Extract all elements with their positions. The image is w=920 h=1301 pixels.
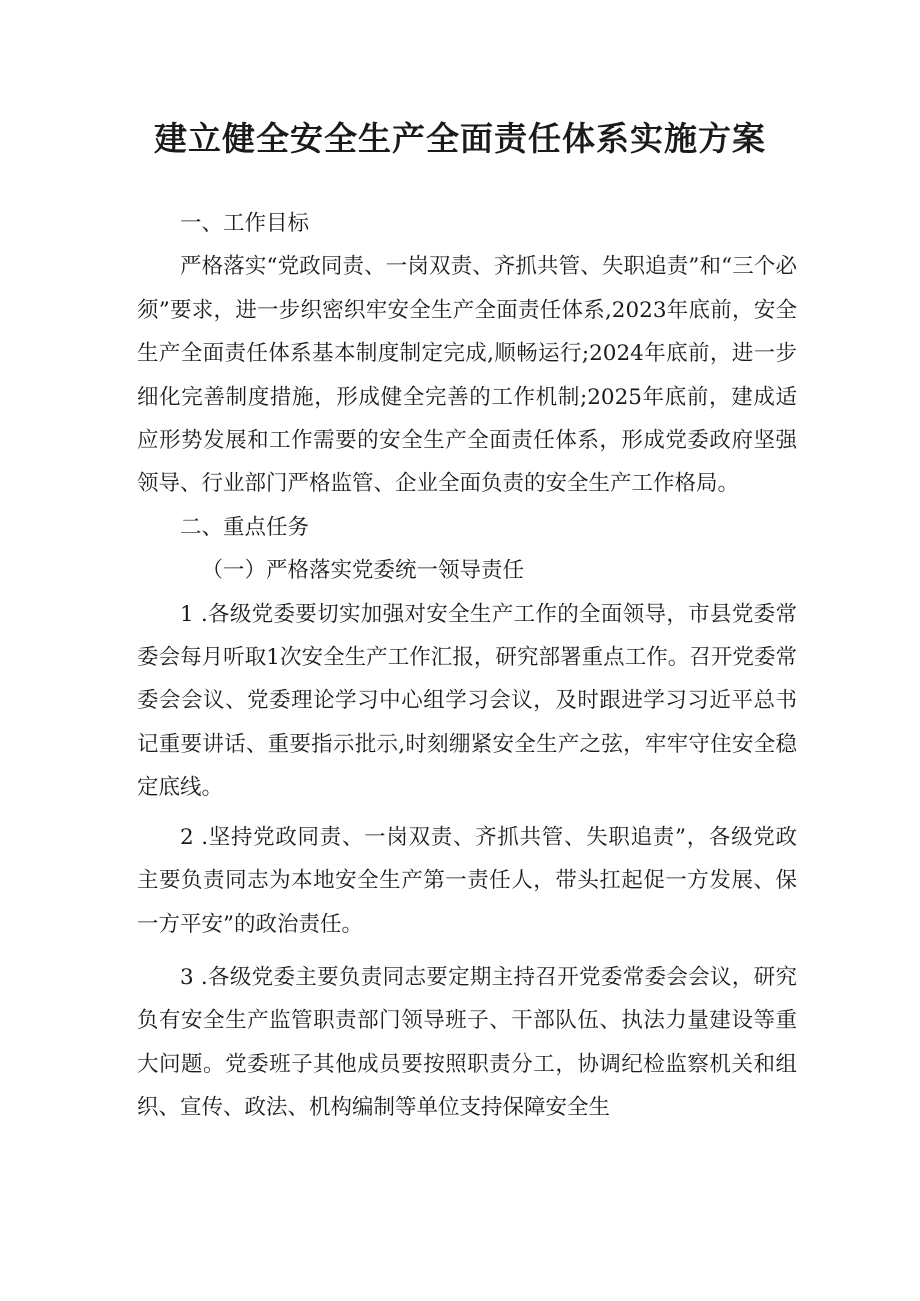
document-body: [137, 202, 797, 1130]
body-paragraph: 1 .各级党委要切实加强对安全生产工作的全面领导，市县党委常委会每月听取1次安全生产工作汇报，研究部署重点工作。召开党委常委会会议、党委理论学习中心组学习会议，及时跟进学习习近平总书记重要讲话、重要指示批示,时刻绷紧安全生产之弦，牢牢守住安全稳定底线。: [137, 601, 797, 801]
body-paragraph: 2 .坚持党政同责、一岗双责、齐抓共管、失职追责”，各级党政主要负责同志为本地安全生产第一责任人，带头扛起促一方发展、保一方平安”的政治责任。: [137, 824, 797, 937]
body-paragraph: 严格落实“党政同责、一岗双责、齐抓共管、失职追责”和“三个必须”要求，进一步织密织牢安全生产全面责任体系,2023年底前，安全生产全面责任体系基本制度制定完成,顺畅运行;2024年底前，进一步细化完善制度措施，形成健全完善的工作机制;2025年底前，建成适应形势发展和工作需要的安全生产全面责任体系，形成党委政府坚强领导、行业部门严格监管、企业全面负责的安全生产工作格局。: [137, 254, 797, 497]
subsection-heading: （一）严格落实党委统一领导责任: [201, 558, 525, 584]
section-heading: 二、重点任务: [180, 514, 310, 540]
document-title: 建立健全安全生产全面责任体系实施方案: [154, 119, 766, 158]
section-heading: 一、工作目标: [180, 211, 310, 236]
body-paragraph: 3 .各级党委主要负责同志要定期主持召开党委常委会会议，研究负有安全生产监管职责部门领导班子、干部队伍、执法力量建设等重大问题。党委班子其他成员要按照职责分工，协调纪检监察机关和组织、宣传、政法、机构编制等单位支持保障安全生: [137, 964, 797, 1121]
